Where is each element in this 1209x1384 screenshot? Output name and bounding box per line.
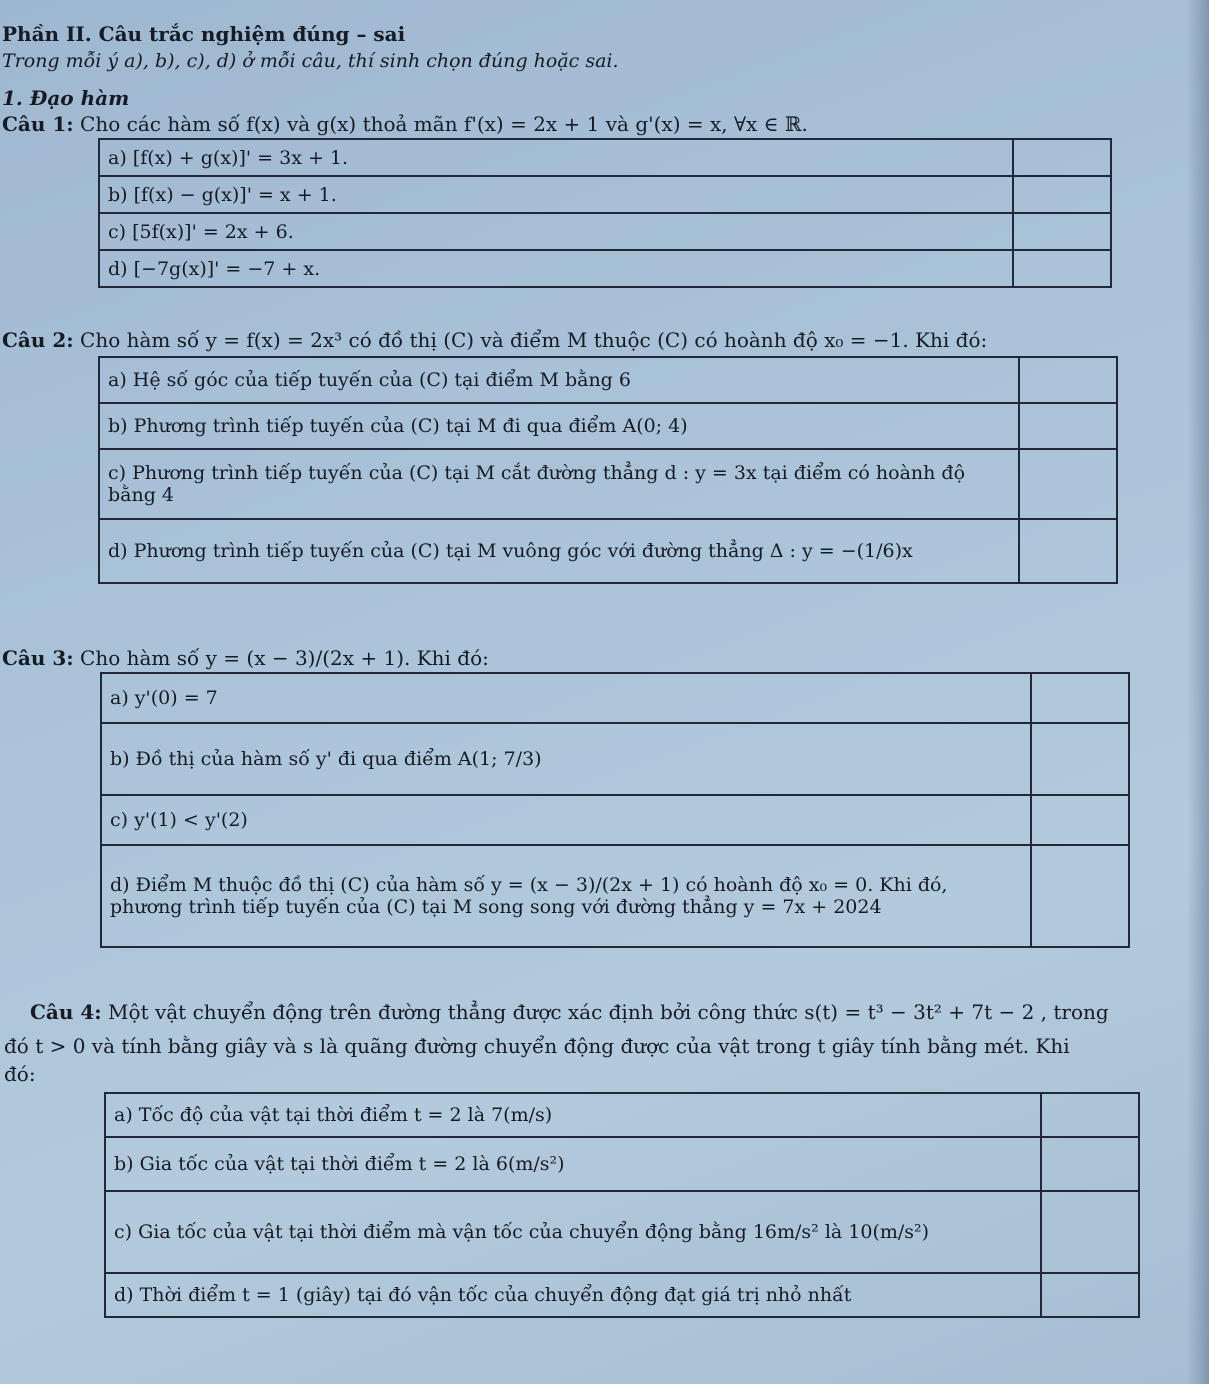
- option-d: d) [−7g(x)]' = −7 + x.: [99, 250, 1013, 287]
- table-row: [99, 213, 1111, 250]
- answer-cell[interactable]: [1013, 213, 1111, 250]
- question-4-stem-line-1: [30, 1000, 1109, 1024]
- question-2-stem: [2, 328, 987, 352]
- page-edge-shadow: [1187, 0, 1209, 1384]
- question-4-label: Câu 4:: [30, 1000, 102, 1024]
- answer-cell[interactable]: [1013, 139, 1111, 176]
- option-a: a) Tốc độ của vật tại thời điểm t = 2 là 7(m/s): [105, 1093, 1041, 1137]
- question-3-stem: [2, 646, 489, 670]
- table-row: [99, 139, 1111, 176]
- option-d: d) Điểm M thuộc đồ thị (C) của hàm số y = (x − 3)/(2x + 1) có hoành độ x₀ = 0. Khi đó, phương trình tiếp tuyến của (C) tại M song song với đường thẳng y = 7x + 2024: [101, 845, 1031, 947]
- question-3-label: Câu 3:: [2, 646, 74, 670]
- question-2-table: [98, 356, 1118, 584]
- section-title: 1. Đạo hàm: [2, 86, 130, 110]
- question-1-text: Cho các hàm số f(x) và g(x) thoả mãn f'(x) = 2x + 1 và g'(x) = x, ∀x ∈ ℝ.: [80, 112, 808, 136]
- table-row: [101, 845, 1129, 947]
- part-title: Phần II. Câu trắc nghiệm đúng – sai: [2, 22, 406, 46]
- option-d: d) Phương trình tiếp tuyến của (C) tại M vuông góc với đường thẳng Δ : y = −(1/6)x: [99, 519, 1019, 583]
- question-3-table: [100, 672, 1130, 948]
- table-row: [99, 357, 1117, 403]
- question-1-label: Câu 1:: [2, 112, 74, 136]
- option-c: c) Phương trình tiếp tuyến của (C) tại M cắt đường thẳng d : y = 3x tại điểm có hoành độ bằng 4: [99, 449, 1019, 519]
- table-row: [99, 176, 1111, 213]
- question-4-text-1: Một vật chuyển động trên đường thẳng được xác định bởi công thức s(t) = t³ − 3t² + 7t − 2 , trong: [108, 1000, 1109, 1024]
- option-c: c) y'(1) < y'(2): [101, 795, 1031, 845]
- table-row: [101, 795, 1129, 845]
- answer-cell[interactable]: [1019, 449, 1117, 519]
- answer-cell[interactable]: [1041, 1137, 1139, 1191]
- option-b: b) Phương trình tiếp tuyến của (C) tại M đi qua điểm A(0; 4): [99, 403, 1019, 449]
- answer-cell[interactable]: [1031, 845, 1129, 947]
- answer-cell[interactable]: [1041, 1093, 1139, 1137]
- question-4-stem-line-3: đó:: [4, 1062, 36, 1086]
- question-1-stem: [2, 112, 808, 136]
- table-row: [99, 449, 1117, 519]
- answer-cell[interactable]: [1041, 1273, 1139, 1317]
- question-3-text: Cho hàm số y = (x − 3)/(2x + 1). Khi đó:: [80, 646, 489, 670]
- table-row: [99, 250, 1111, 287]
- table-row: [99, 519, 1117, 583]
- answer-cell[interactable]: [1019, 403, 1117, 449]
- option-a: a) y'(0) = 7: [101, 673, 1031, 723]
- option-d: d) Thời điểm t = 1 (giây) tại đó vận tốc của chuyển động đạt giá trị nhỏ nhất: [105, 1273, 1041, 1317]
- answer-cell[interactable]: [1019, 357, 1117, 403]
- option-b: b) [f(x) − g(x)]' = x + 1.: [99, 176, 1013, 213]
- table-row: [105, 1191, 1139, 1273]
- table-row: [105, 1093, 1139, 1137]
- table-row: [105, 1273, 1139, 1317]
- table-row: [99, 403, 1117, 449]
- answer-cell[interactable]: [1031, 723, 1129, 795]
- option-c: c) Gia tốc của vật tại thời điểm mà vận tốc của chuyển động bằng 16m/s² là 10(m/s²): [105, 1191, 1041, 1273]
- table-row: [101, 723, 1129, 795]
- option-b: b) Đồ thị của hàm số y' đi qua điểm A(1; 7/3): [101, 723, 1031, 795]
- question-1-table: [98, 138, 1112, 288]
- option-a: a) [f(x) + g(x)]' = 3x + 1.: [99, 139, 1013, 176]
- option-b: b) Gia tốc của vật tại thời điểm t = 2 là 6(m/s²): [105, 1137, 1041, 1191]
- table-row: [105, 1137, 1139, 1191]
- table-row: [101, 673, 1129, 723]
- question-4-stem-line-2: đó t > 0 và tính bằng giây và s là quãng đường chuyển động được của vật trong t giây tính bằng mét. Khi: [4, 1034, 1070, 1058]
- answer-cell[interactable]: [1041, 1191, 1139, 1273]
- answer-cell[interactable]: [1031, 673, 1129, 723]
- instruction-text: Trong mỗi ý a), b), c), d) ở mỗi câu, thí sinh chọn đúng hoặc sai.: [2, 50, 619, 72]
- answer-cell[interactable]: [1019, 519, 1117, 583]
- answer-cell[interactable]: [1031, 795, 1129, 845]
- option-c: c) [5f(x)]' = 2x + 6.: [99, 213, 1013, 250]
- answer-cell[interactable]: [1013, 250, 1111, 287]
- question-4-table: [104, 1092, 1140, 1318]
- option-a: a) Hệ số góc của tiếp tuyến của (C) tại điểm M bằng 6: [99, 357, 1019, 403]
- answer-cell[interactable]: [1013, 176, 1111, 213]
- question-2-text: Cho hàm số y = f(x) = 2x³ có đồ thị (C) và điểm M thuộc (C) có hoành độ x₀ = −1. Khi đó:: [80, 328, 988, 352]
- question-2-label: Câu 2:: [2, 328, 74, 352]
